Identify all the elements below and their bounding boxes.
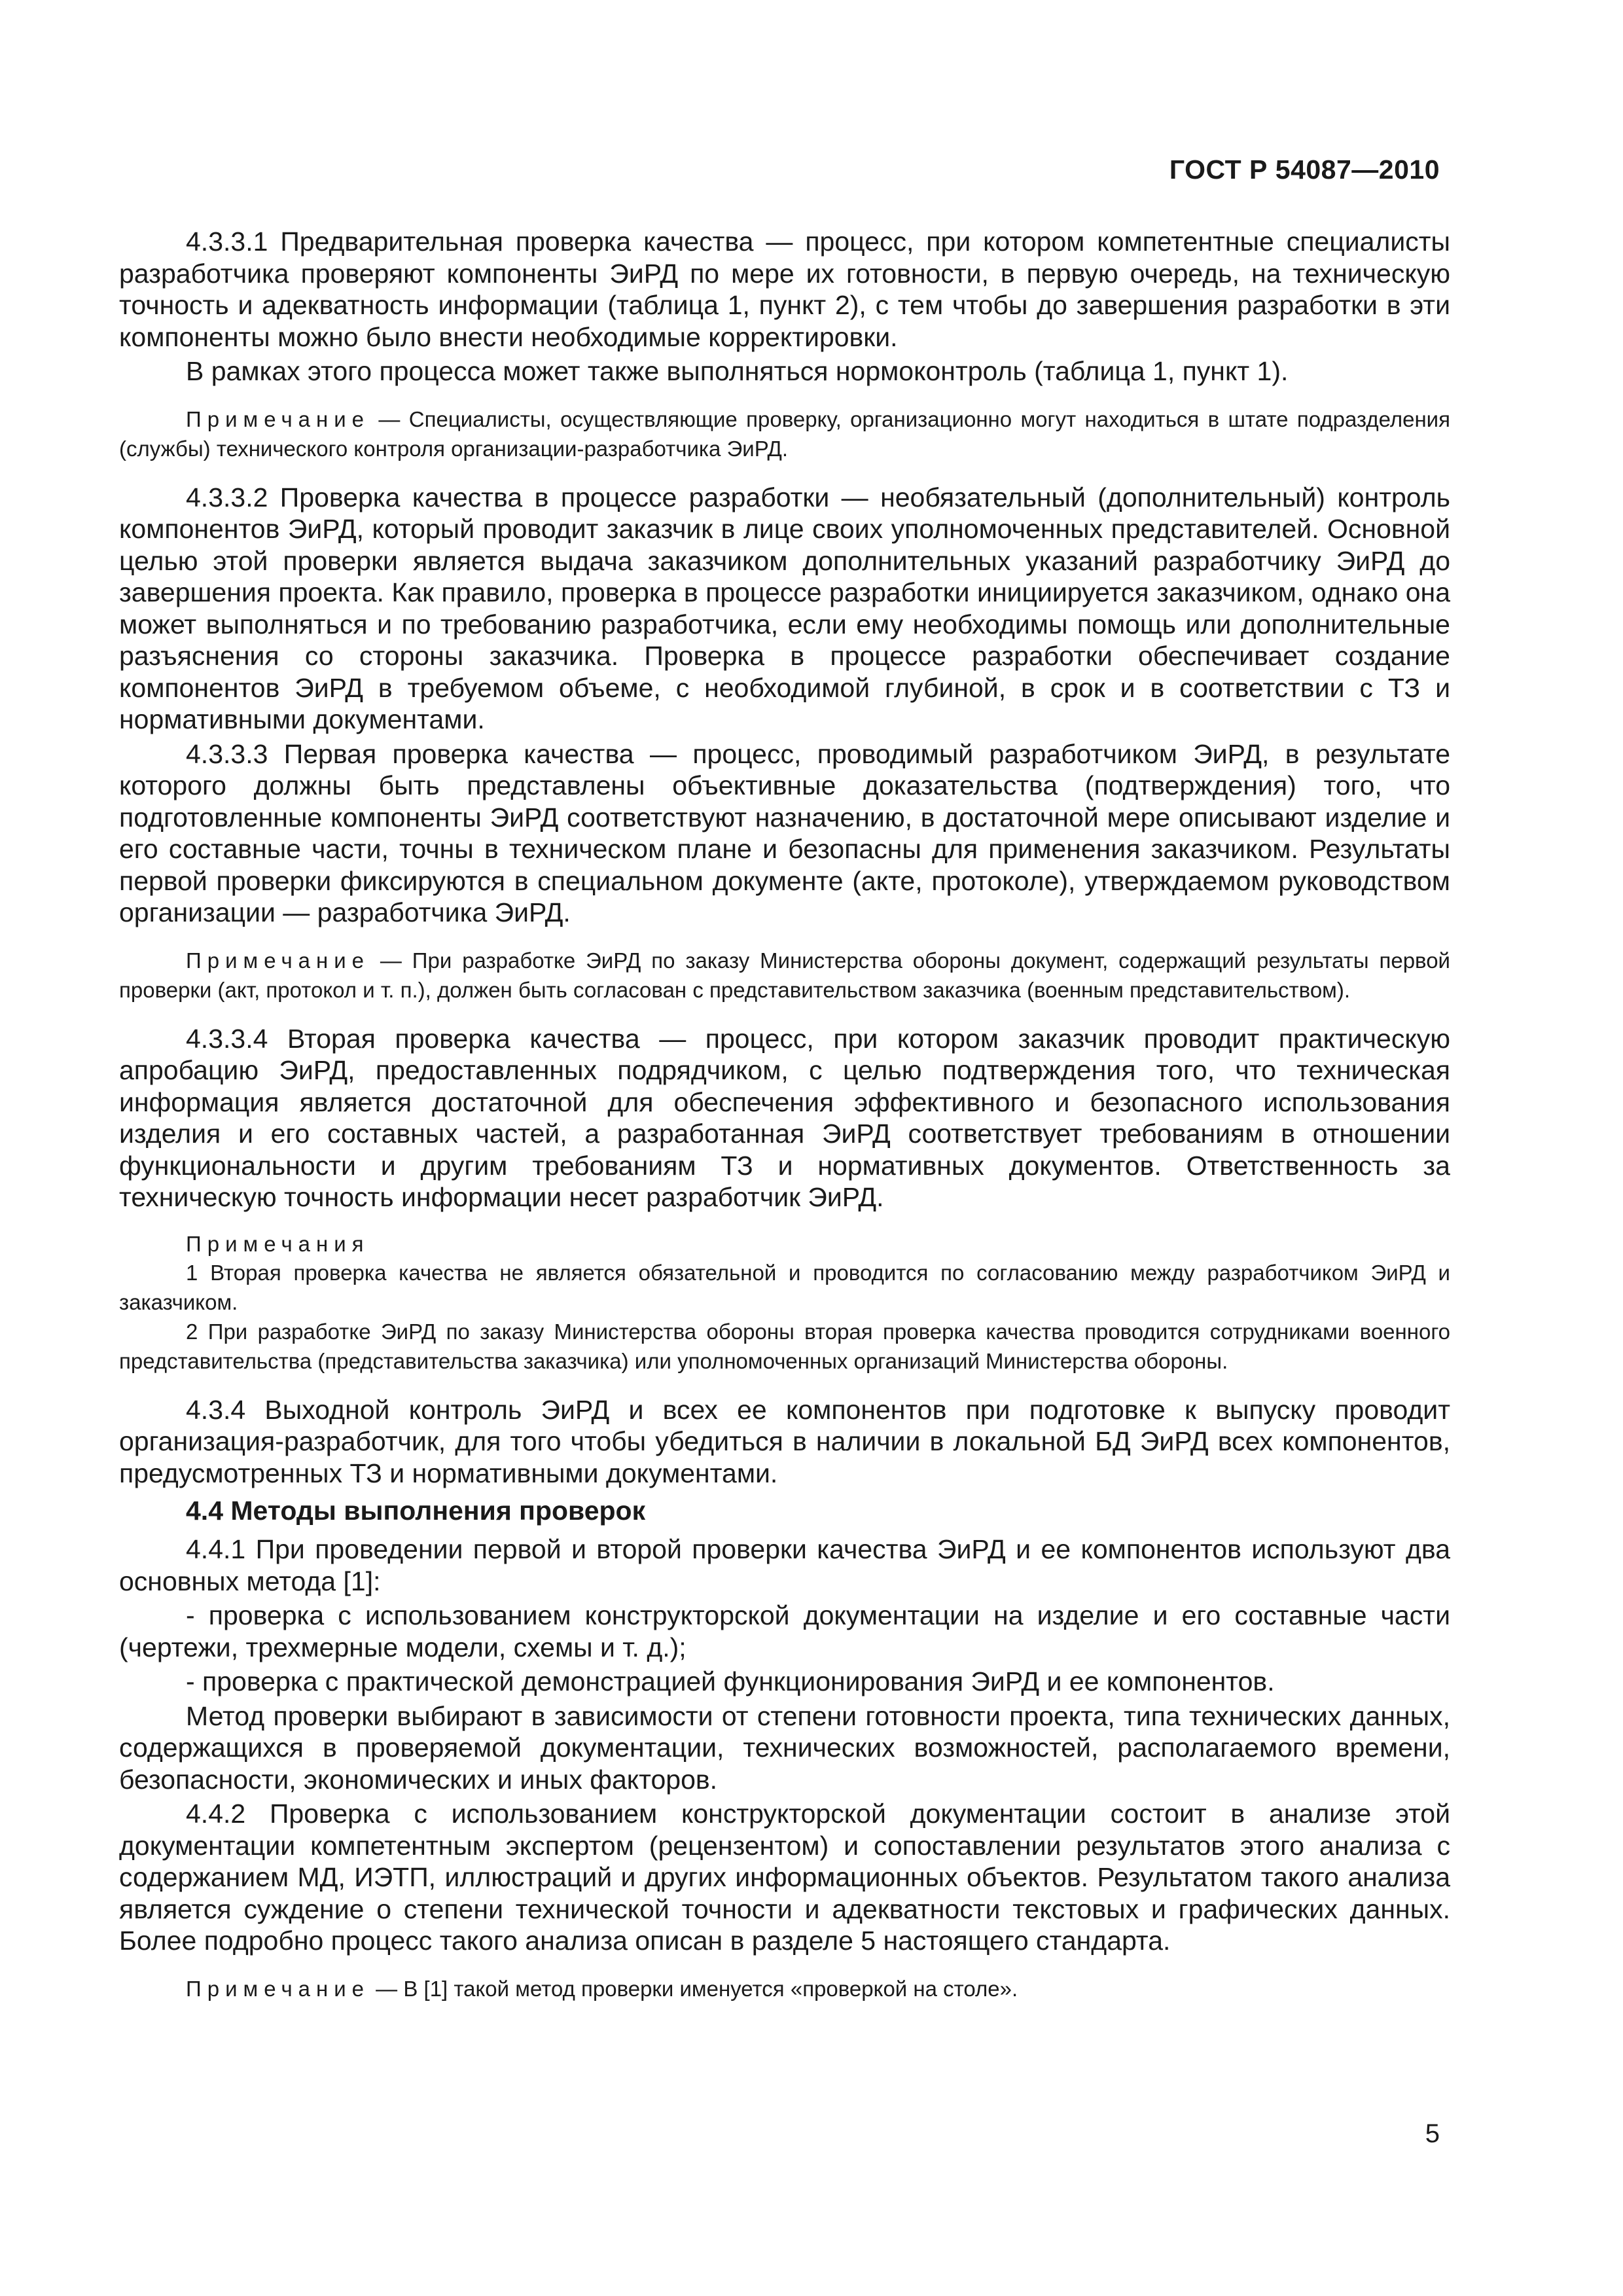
note-label: Примечание (186, 1976, 370, 2001)
paragraph-4-4-1: 4.4.1 При проведении первой и второй проверки качества ЭиРД и ее компонентов используют два основных метода [1]: (119, 1534, 1450, 1596)
page-number: 5 (1425, 2119, 1440, 2148)
page-body (119, 226, 1450, 2022)
list-item: - проверка с практической демонстрацией функционирования ЭиРД и ее компонентов. (186, 1666, 1275, 1696)
paragraph-4-3-3-1-continued: В рамках этого процесса может также выполняться нормоконтроль (таблица 1, пункт 1). (186, 356, 1289, 386)
note-item-1: 1 Вторая проверка качества не является обязательной и проводится по согласованию между разработчиком ЭиРД и заказчиком. (119, 1260, 1450, 1314)
paragraph-4-3-3-1: 4.3.3.1 Предварительная проверка качества — процесс, при котором компетентные специалисты разработчика проверяют компоненты ЭиРД по мере их готовности, в первую очередь, на техническую точность и адекватность информации (таблица 1, пункт 2), с тем чтобы до завершения разработки в эти компоненты можно было внести необходимые корректировки. (119, 226, 1450, 352)
paragraph-4-3-3-2: 4.3.3.2 Проверка качества в процессе разработки — необязательный (дополнительный) контроль компонентов ЭиРД, который проводит заказчик в лице своих уполномоченных представителей. Основной целью этой проверки является выдача заказчиком дополнительных указаний разработчику ЭиРД до завершения проекта. Как правило, проверка в процессе разработки инициируется заказчиком, однако она может выполняться и по требованию разработчика, если ему необходимы помощь или дополнительные разъяснения со стороны заказчика. Проверка в процессе разработки обеспечивает создание компонентов ЭиРД в требуемом объеме, с необходимой глубиной, в срок и в соответствии с ТЗ и нормативными документами. (119, 482, 1450, 734)
note-2 (119, 946, 1450, 1005)
paragraph-4-4-1-continued: Метод проверки выбирают в зависимости от степени готовности проекта, типа технических данных, содержащихся в проверяемой документации, технических возможностей, располагаемого времени, безопасности, экономических и иных факторов. (119, 1700, 1450, 1795)
paragraph-4-3-4: 4.3.4 Выходной контроль ЭиРД и всех ее компонентов при подготовке к выпуску проводит организация-разработчик, для того чтобы убедиться в наличии в локальной БД ЭиРД всех компонентов, предусмотренных ТЗ и нормативными документами. (119, 1394, 1450, 1488)
note-1 (119, 404, 1450, 463)
note-item-2: 2 При разработке ЭиРД по заказу Министерства обороны вторая проверка качества проводится сотрудниками военного представительства (представительства заказчика) или уполномоченных организаций Министерства обороны. (119, 1319, 1450, 1373)
paragraph-4-4-2: 4.4.2 Проверка с использованием конструкторской документации состоит в анализе этой документации компетентным экспертом (рецензентом) и сопоставлении результатов этого анализа с содержанием МД, ИЭТП, иллюстраций и других информационных объектов. Результатом такого анализа является суждение о степени технической точности и адекватности текстовых и графических данных. Более подробно процесс такого анализа описан в разделе 5 настоящего стандарта. (119, 1799, 1450, 1956)
note-4 (119, 1974, 1450, 2003)
note-text: — При разработке ЭиРД по заказу Министерства обороны документ, содержащий результаты первой проверки (акт, протокол и т. п.), должен быть согласован с представительством заказчика (военным представительством). (119, 948, 1450, 1002)
note-label: Примечание (186, 406, 370, 431)
note-label: Примечание (186, 948, 370, 973)
note-text: — В [1] такой метод проверки именуется «проверкой на столе». (370, 1976, 1018, 2001)
notes-3 (119, 1230, 1450, 1376)
paragraph-4-3-3-3: 4.3.3.3 Первая проверка качества — процесс, проводимый разработчиком ЭиРД, в результате которого должны быть представлены объективные доказательства (подтверждения) того, что подготовленные компоненты ЭиРД соответствуют назначению, в достаточной мере описывают изделие и его составные части, точны в техническом плане и безопасны для применения заказчиком. Результаты первой проверки фиксируются в специальном документе (акте, протоколе), утверждаемом руководством организации — разработчика ЭиРД. (119, 738, 1450, 927)
standard-designation: ГОСТ Р 54087—2010 (1169, 154, 1440, 185)
note-text: — Специалисты, осуществляющие проверку, организационно могут находиться в штате подразделения (службы) технического контроля организации-разработчика ЭиРД. (119, 406, 1450, 461)
section-heading-4-4: 4.4 Методы выполнения проверок (186, 1496, 646, 1526)
paragraph-4-3-3-4: 4.3.3.4 Вторая проверка качества — процесс, при котором заказчик проводит практическую апробацию ЭиРД, предоставленных подрядчиком, с целью подтверждения того, что техническая информация является достаточной для обеспечения эффективного и безопасного использования изделия и его составных частей, а разработанная ЭиРД соответствует требованиям в отношении функциональности и другим требованиям ТЗ и нормативных документов. Ответственность за техническую точность информации несет разработчик ЭиРД. (119, 1023, 1450, 1212)
notes-heading: Примечания (186, 1231, 370, 1256)
list-item: - проверка с использованием конструкторской документации на изделие и его составные части (чертежи, трехмерные модели, схемы и т. д.); (119, 1600, 1450, 1662)
